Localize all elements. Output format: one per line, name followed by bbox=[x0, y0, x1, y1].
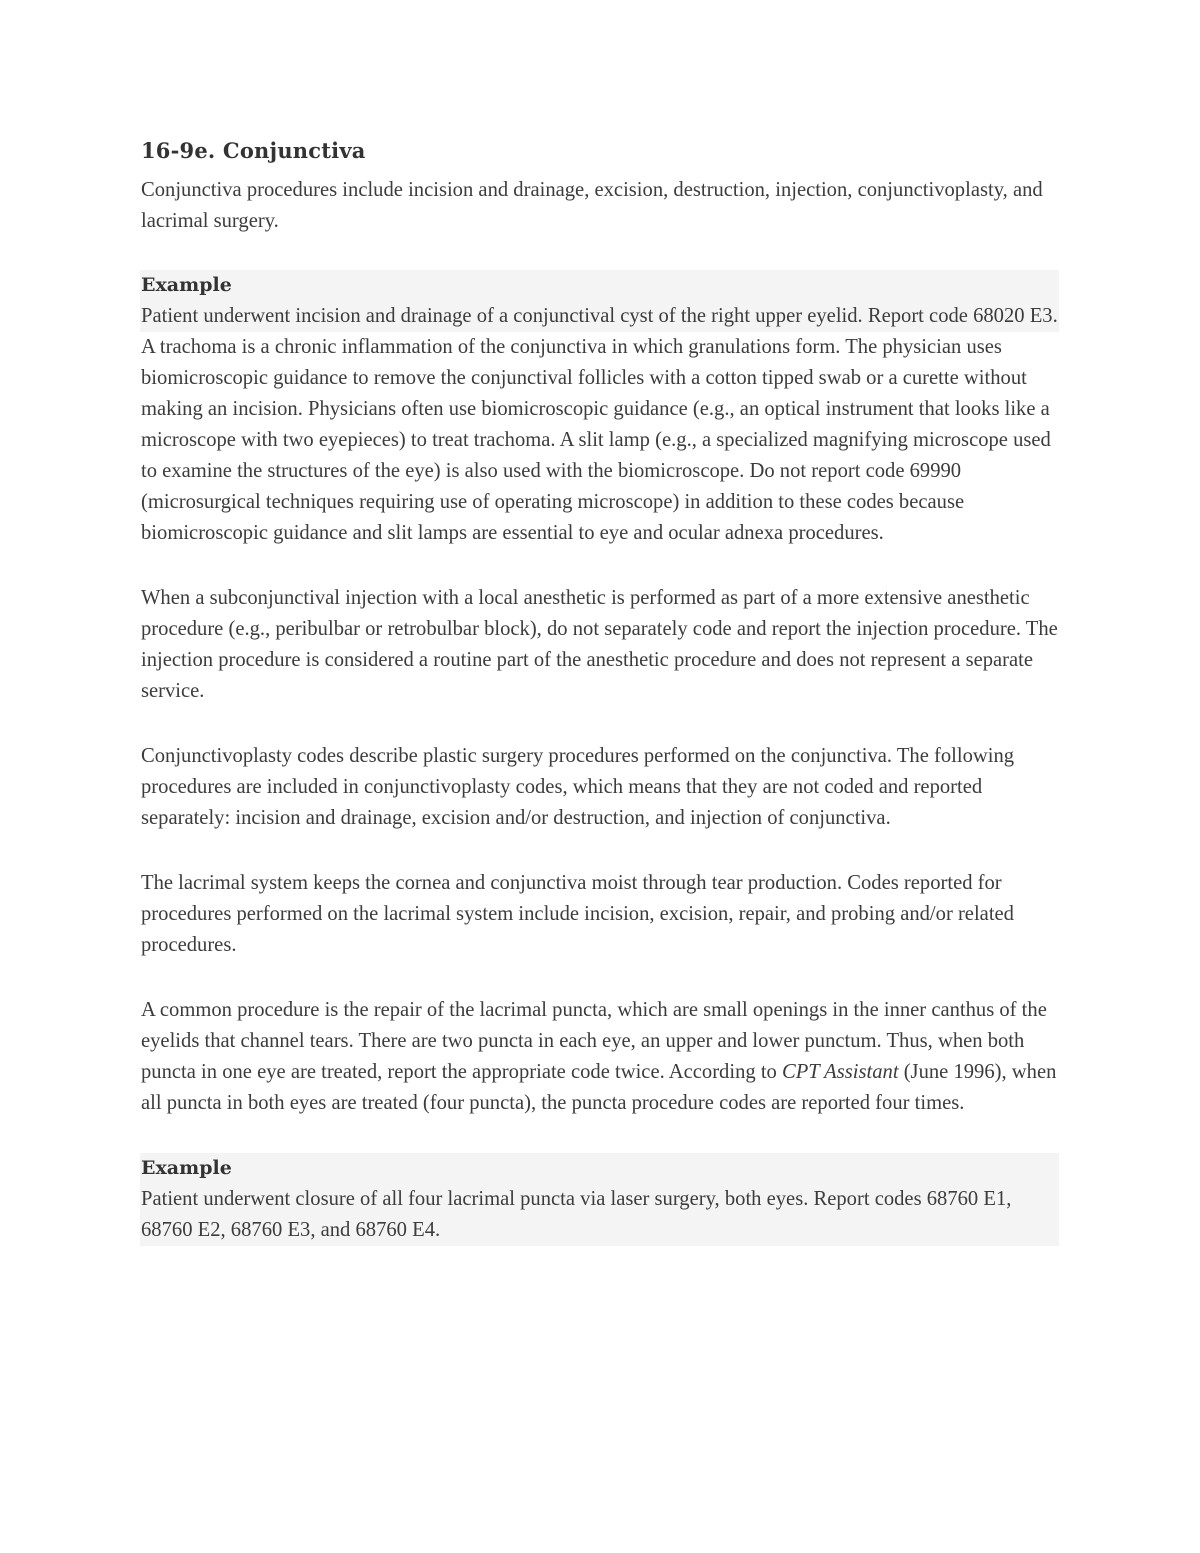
puncta-paragraph bbox=[141, 995, 1061, 1119]
trachoma-paragraph: A trachoma is a chronic inflammation of the conjunctiva in which granulations form. The physician uses biomicroscopic guidance to remove the conjunctival follicles with a cotton tipped swab or a curette without making an incision. Physicians often use biomicroscopic guidance (e.g., an optical instrument that looks like a microscope with two eyepieces) to treat trachoma. A slit lamp (e.g., a specialized magnifying microscope used to examine the structures of the eye) is also used with the biomicroscope. Do not report code 69990 (microsurgical techniques requiring use of operating microscope) in addition to these codes because biomicroscopic guidance and slit lamps are essential to eye and ocular adnexa procedures. bbox=[141, 336, 1051, 544]
intro-paragraph: Conjunctiva procedures include incision and drainage, excision, destruction, injection, conjunctivoplasty, and lacrimal surgery. bbox=[141, 179, 1043, 232]
puncta-text-part2: (June 1996), when all puncta in both eyes are treated (four puncta), the puncta procedure codes are reported four times. bbox=[141, 1061, 1057, 1114]
example-text-1: Patient underwent incision and drainage of a conjunctival cyst of the right upper eyelid. Report code 68020 E3. bbox=[141, 305, 1058, 327]
document-page bbox=[141, 138, 1061, 1246]
cpt-assistant-citation: CPT Assistant bbox=[781, 1061, 899, 1083]
example-label-1: Example bbox=[141, 274, 232, 296]
injection-paragraph: When a subconjunctival injection with a local anesthetic is performed as part of a more extensive anesthetic procedure (e.g., peribulbar or retrobulbar block), do not separately code and report the injection procedure. The injection procedure is considered a routine part of the anesthetic procedure and does not represent a separate service. bbox=[141, 587, 1058, 702]
example-box-2 bbox=[140, 1153, 1059, 1246]
example-box-1 bbox=[140, 270, 1059, 332]
conjunctivoplasty-paragraph: Conjunctivoplasty codes describe plastic surgery procedures performed on the conjunctiva. The following procedures are included in conjunctivoplasty codes, which means that they are not coded and reported separately: incision and drainage, excision and/or destruction, and injection of conjunctiva. bbox=[141, 745, 1015, 829]
section-title: 16-9e. Conjunctiva bbox=[141, 138, 366, 163]
example-label-2: Example bbox=[141, 1157, 232, 1179]
lacrimal-paragraph: The lacrimal system keeps the cornea and conjunctiva moist through tear production. Codes reported for procedures performed on the lacrimal system include incision, excision, repair, and probing and/or related procedures. bbox=[141, 872, 1014, 956]
puncta-text-part1: A common procedure is the repair of the lacrimal puncta, which are small openings in the inner canthus of the eyelids that channel tears. There are two puncta in each eye, an upper and lower punctum. Thus, when both puncta in one eye are treated, report the appropriate code twice. According to bbox=[141, 999, 1047, 1083]
example-text-2: Patient underwent closure of all four lacrimal puncta via laser surgery, both eyes. Report codes 68760 E1, 68760 E2, 68760 E3, and 68760 E4. bbox=[141, 1188, 1012, 1241]
